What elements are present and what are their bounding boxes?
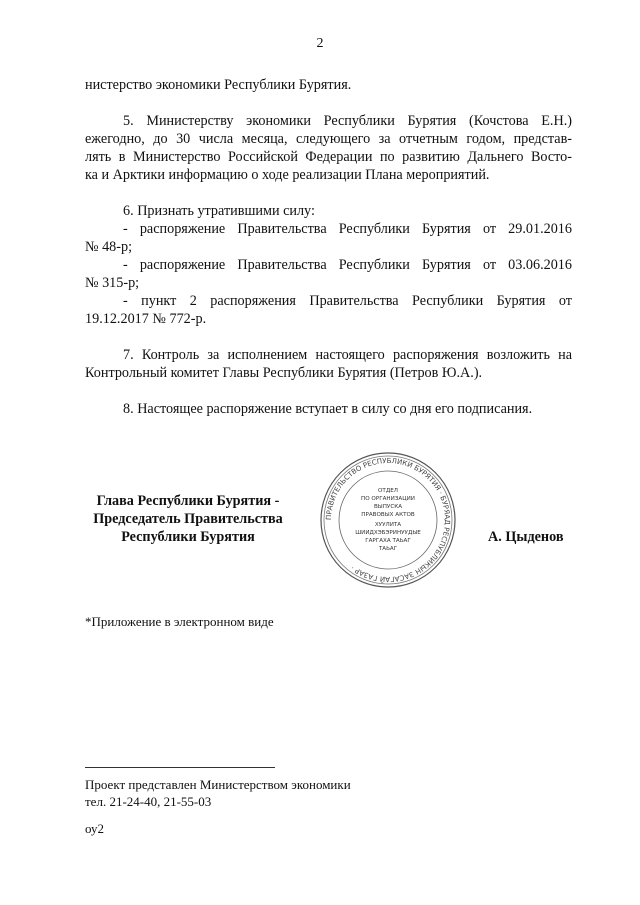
signatory-title	[82, 492, 294, 546]
stamp-outer-ring	[321, 453, 455, 587]
p5-line-4: ка и Арктики информацию о ходе реализации Плана мероприятий.	[85, 167, 490, 183]
footer-phones: тел. 21-24-40, 21-55-03	[85, 794, 212, 809]
p5-line-2: ежегодно, до 30 числа месяца, следующего за отчетным годом, представ-	[85, 131, 572, 147]
stamp-inner-ring	[339, 471, 437, 569]
p6-item2-line1: - распоряжение Правительства Республики Бурятия от 03.06.2016	[123, 257, 572, 273]
stamp-outer-text	[325, 457, 451, 584]
p8-line: 8. Настоящее распоряжение вступает в силу со дня его подписания.	[123, 401, 533, 417]
p7-line-1: 7. Контроль за исполнением настоящего распоряжения возложить на	[123, 347, 572, 363]
stamp-outer-ring-2	[324, 456, 452, 584]
footer-prepared-by: Проект представлен Министерством экономики	[85, 777, 351, 792]
p6-heading: 6. Признать утратившими силу:	[123, 203, 315, 219]
p7-line-2: Контрольный комитет Главы Республики Бурятия (Петров Ю.А.).	[85, 365, 483, 381]
stamp-outer-textpath: ПРАВИТЕЛЬСТВО РЕСПУБЛИКИ БУРЯТИЯ · БУРЯАД РЕСПУБЛИКЫН ЗАСАГАЙ ГАЗАР ·	[324, 456, 452, 584]
p6-item1-line1: - распоряжение Правительства Республики Бурятия от 29.01.2016	[123, 221, 572, 237]
signatory-title-line-1: Глава Республики Бурятия -	[96, 493, 280, 509]
p6-item1-line2: № 48-р;	[85, 239, 133, 255]
p5-line-1: 5. Министерству экономики Республики Бурятия (Кочстова Е.Н.)	[123, 113, 572, 129]
official-stamp	[318, 450, 458, 590]
stamp-inner-line-2: ПО ОРГАНИЗАЦИИ	[361, 496, 415, 502]
stamp-inner-line-6: ШИИДХЭБЭРИНУУДЫЕ	[355, 530, 421, 536]
signatory-title-line-3: Республики Бурятия	[121, 529, 255, 545]
continuation-line: нистерство экономики Республики Бурятия.	[85, 77, 352, 93]
signatory-title-line-2: Председатель Правительства	[93, 511, 283, 527]
p6-item3-line2: 19.12.2017 № 772-р.	[85, 311, 207, 327]
p6-item2-line2: № 315-р;	[85, 275, 140, 291]
page-number: 2	[316, 36, 324, 51]
stamp-inner-line-8: ТАЬАГ	[378, 546, 398, 552]
footer-divider	[85, 767, 275, 768]
stamp-inner-line-5: ХУУЛИТА	[374, 522, 402, 528]
stamp-inner-line-4: ПРАВОВЫХ АКТОВ	[361, 512, 415, 518]
p6-item3-line1: - пункт 2 распоряжения Правительства Республики Бурятия от	[123, 293, 572, 309]
signatory-name: А. Цыденов	[488, 529, 564, 545]
stamp-inner-line-7: ГАРГАХА ТАЬАГ	[365, 538, 411, 544]
p5-line-3: лять в Министерство Российской Федерации по развитию Дальнего Восто-	[85, 149, 572, 165]
attachment-note: *Приложение в электронном виде	[85, 614, 274, 629]
stamp-inner-line-3: ВЫПУСКА	[373, 504, 403, 510]
footer-code: оу2	[85, 821, 105, 836]
stamp-inner-line-1: ОТДЕЛ	[378, 488, 398, 494]
